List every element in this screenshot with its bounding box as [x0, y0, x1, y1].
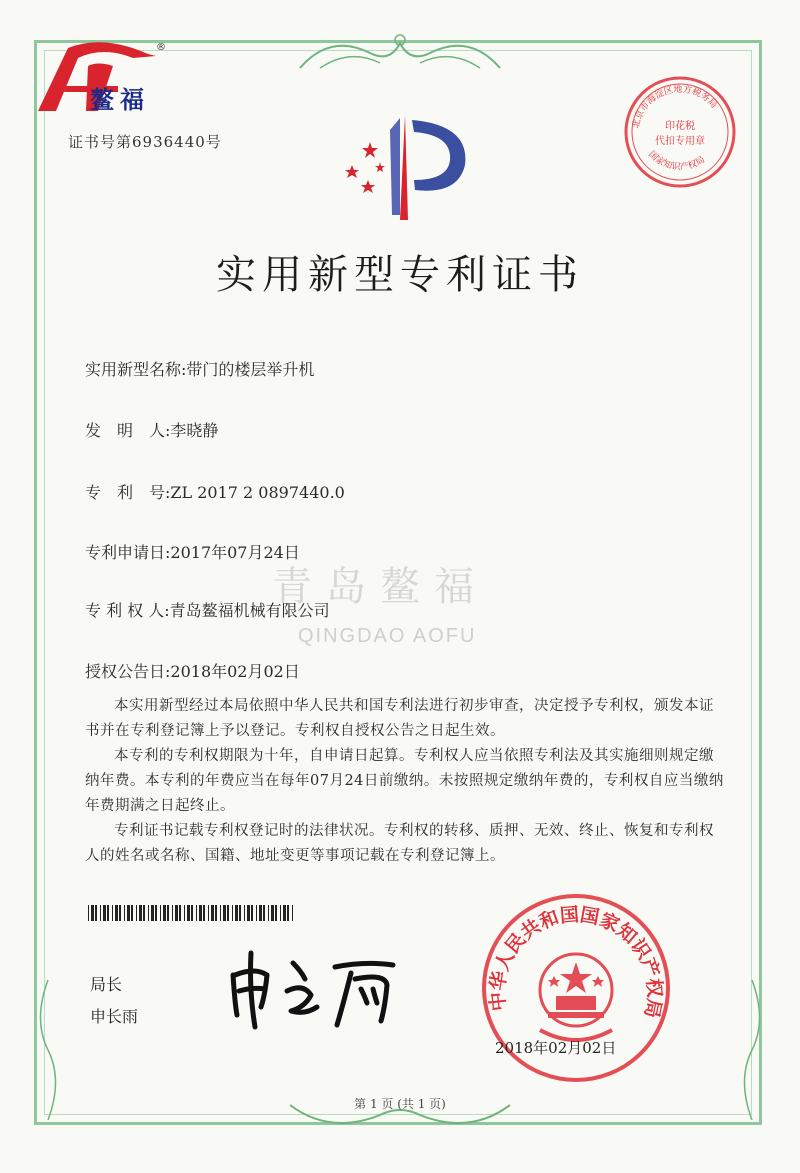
field-inventor	[85, 418, 218, 441]
certificate-title: 实用新型专利证书	[216, 252, 584, 298]
certificate-number: 证书号第6936440号	[68, 133, 222, 151]
barcode-bar	[196, 905, 197, 921]
paragraph-2: 本专利的专利权期限为十年，自申请日起算。专利权人应当依照专利法及其实施细则规定缴纳年费。本专利的年费应当在每年07月24日前缴纳。未按照规定缴纳年费的，专利权自应当缴纳年费期满之日起终止。	[85, 748, 724, 814]
barcode-bar	[280, 905, 281, 921]
barcode-bar	[88, 905, 89, 921]
barcode-bar	[148, 905, 149, 921]
barcode-bar	[263, 905, 265, 921]
field-value: 李晓静	[170, 421, 219, 440]
barcode-bar	[235, 905, 238, 921]
field-value: 2018年02月02日	[170, 662, 300, 681]
barcode-bar	[208, 905, 209, 921]
barcode-bar	[227, 905, 229, 921]
big-seal-text: 中华人民共和国国家知识产权局	[486, 903, 666, 1020]
barcode-bar	[160, 905, 161, 921]
tax-seal-inner-line2: 代扣专用章	[655, 136, 705, 147]
barcode-bar	[275, 905, 277, 921]
director-signature-icon	[225, 945, 400, 1030]
field-filing-date	[85, 540, 300, 563]
barcode-bar	[287, 905, 289, 921]
field-patent-number	[85, 480, 345, 503]
barcode-bar	[151, 905, 154, 921]
barcode-bar	[271, 905, 274, 921]
logo-brand-text: 鳌福	[90, 85, 150, 114]
barcode-bar	[155, 905, 157, 921]
barcode-bar	[191, 905, 193, 921]
barcode-icon	[88, 905, 296, 921]
barcode-bar	[139, 905, 142, 921]
seal-date: 2018年02月02日	[495, 1039, 617, 1057]
barcode-bar	[199, 905, 202, 921]
barcode-bar	[244, 905, 245, 921]
field-patentee	[85, 598, 330, 621]
barcode-bar	[103, 905, 106, 921]
barcode-bar	[215, 905, 217, 921]
barcode-bar	[172, 905, 173, 921]
barcode-bar	[127, 905, 130, 921]
director-title: 局长	[90, 975, 123, 994]
field-value: ZL 2017 2 0897440.0	[170, 483, 345, 502]
paragraph-3: 专利证书记载专利权登记时的法律状况。专利权的转移、质押、无效、终止、恢复和专利权人的姓名或名称、国籍、地址变更等事项记载在专利登记簿上。	[85, 823, 714, 864]
field-value: 带门的楼层举升机	[186, 360, 315, 379]
field-label: 实用新型名称:	[85, 360, 187, 379]
barcode-bar	[119, 905, 121, 921]
barcode-bar	[268, 905, 269, 921]
barcode-bar	[292, 905, 293, 921]
cnipa-emblem-icon	[330, 110, 470, 230]
svg-text:国家知识产权局	[646, 149, 707, 173]
barcode-bar	[239, 905, 241, 921]
field-value: 青岛鳌福机械有限公司	[169, 601, 330, 620]
barcode-bar	[115, 905, 118, 921]
barcode-bar	[251, 905, 253, 921]
tax-seal-outer-text: 北京市海淀区地方税务局	[631, 84, 719, 130]
barcode-bar	[247, 905, 250, 921]
barcode-bar	[184, 905, 185, 921]
barcode-bar	[91, 905, 94, 921]
barcode-bar	[283, 905, 286, 921]
field-label: 授权公告日:	[85, 662, 171, 681]
field-value: 2017年07月24日	[170, 543, 300, 562]
field-utility-model-name	[85, 357, 314, 380]
page-number: 第 1 页 (共 1 页)	[354, 1097, 446, 1111]
field-label: 专利申请日:	[85, 543, 171, 562]
barcode-bar	[220, 905, 221, 921]
barcode-bar	[100, 905, 101, 921]
watermark-chinese: 青岛鳌福	[272, 564, 488, 610]
barcode-bar	[175, 905, 178, 921]
paragraph-1: 本实用新型经过本局依照中华人民共和国专利法进行初步审查，决定授予专利权，颁发本证书并在专利登记簿上予以登记。专利权自授权公告之日起生效。	[85, 698, 714, 739]
barcode-bar	[179, 905, 181, 921]
registered-mark: ®	[156, 42, 166, 53]
barcode-bar	[211, 905, 214, 921]
tax-seal-icon	[620, 72, 740, 192]
barcode-bar	[187, 905, 190, 921]
tax-seal-bottom-text: 国家知识产权局	[646, 149, 707, 173]
field-label: 发 明 人:	[85, 421, 171, 440]
barcode-bar	[259, 905, 262, 921]
barcode-bar	[124, 905, 125, 921]
barcode-bar	[131, 905, 133, 921]
watermark-english: QINGDAO AOFU	[298, 625, 477, 647]
barcode-bar	[203, 905, 205, 921]
barcode-bar	[107, 905, 109, 921]
director-name: 申长雨	[90, 1007, 139, 1026]
barcode-bar	[143, 905, 145, 921]
barcode-bar	[256, 905, 257, 921]
barcode-bar	[95, 905, 97, 921]
tax-seal-inner-line1: 印花税	[665, 121, 695, 132]
barcode-bar	[136, 905, 137, 921]
field-label: 专 利 权 人:	[85, 601, 170, 620]
barcode-bar	[223, 905, 226, 921]
field-grant-date	[85, 659, 300, 682]
barcode-bar	[112, 905, 113, 921]
barcode-bar	[232, 905, 233, 921]
barcode-bar	[163, 905, 166, 921]
top-ornament-icon	[290, 28, 510, 78]
field-label: 专 利 号:	[85, 483, 171, 502]
barcode-bar	[167, 905, 169, 921]
